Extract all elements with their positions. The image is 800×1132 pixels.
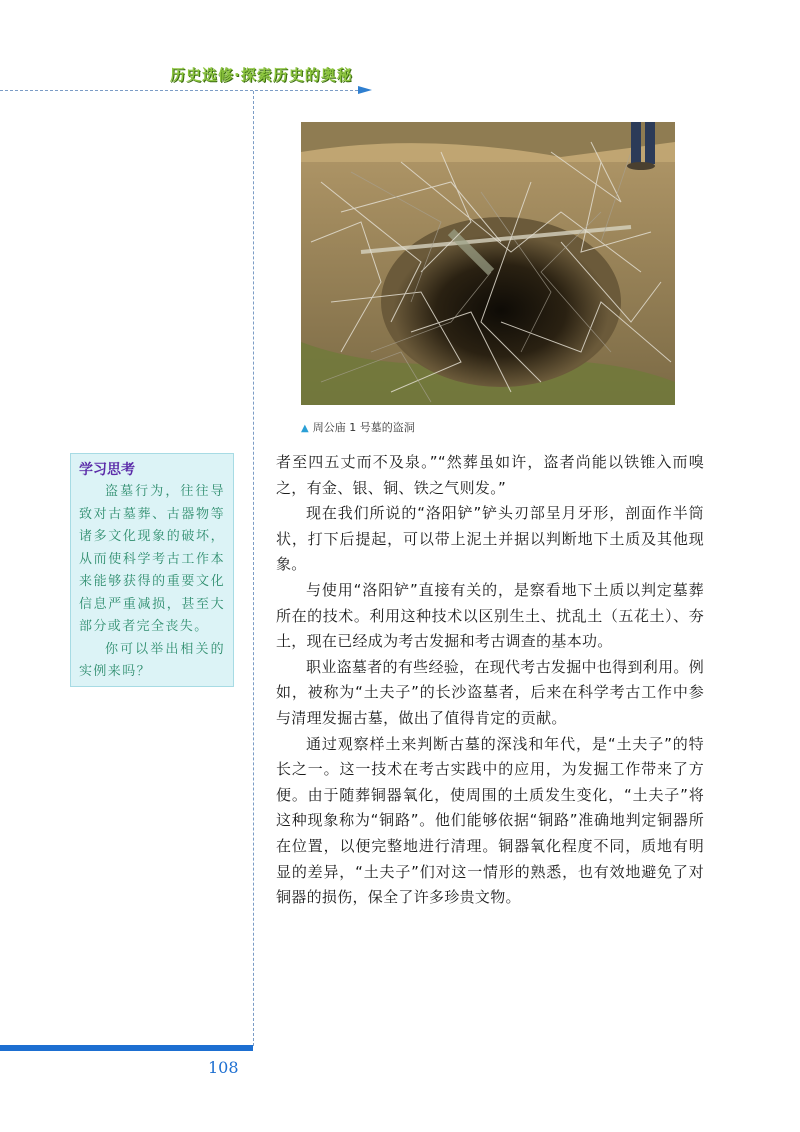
margin-divider: [253, 91, 254, 1046]
body-paragraph: 职业盗墓者的有些经验，在现代考古发掘中也得到利用。例如，被称为“土夫子”的长沙盗墓者，后来在科学考古工作中参与清理发掘古墓，做出了值得肯定的贡献。: [276, 657, 704, 727]
body-paragraph: 者至四五丈而不及泉。”“然葬虽如许，盗者尚能以铁锥入而嗅之，有金、银、铜、铁之气则发。”: [276, 453, 704, 497]
sidebar-title: 学习思考: [79, 462, 135, 478]
photo-icon: [301, 122, 675, 405]
header-arrow-icon: [358, 86, 372, 94]
body-paragraph: 现在我们所说的“洛阳铲”铲头刃部呈月牙形，剖面作半筒状，打下后提起，可以带上泥土并据以判断地下土质及其他现象。: [276, 504, 704, 574]
body-paragraph: 与使用“洛阳铲”直接有关的，是察看地下土质以判定墓葬所在的技术。利用这种技术以区别生土、扰乱土（五花土）、夯土，现在已经成为考古发掘和考古调查的基本功。: [276, 580, 704, 651]
main-text: [276, 450, 704, 911]
caption-text: 周公庙 1 号墓的盗洞: [312, 421, 415, 434]
tomb-photo: [301, 122, 675, 405]
sidebar-question: 你可以举出相关的实例来吗？: [79, 641, 225, 679]
page-number: 108: [208, 1058, 239, 1077]
study-sidebar: [70, 453, 234, 687]
body-paragraph: 通过观察样土来判断古墓的深浅和年代，是“土夫子”的特长之一。这一技术在考古实践中的应用，为发掘工作带来了方便。由于随葬铜器氧化，使周围的土质发生变化，“土夫子”将这种现象称为“铜路”。他们能够依据“铜路”准确地判定铜器所在位置，以便完整地进行清理。铜器氧化程度不同，质地有明显的差异，“土夫子”们对这一情形的熟悉，也有效地避免了对铜器的损伤，保全了许多珍贵文物。: [276, 734, 704, 907]
caption-triangle-icon: ▲: [301, 423, 309, 434]
photo-caption: [301, 419, 415, 435]
sidebar-paragraph: 盗墓行为，往往导致对古墓葬、古器物等诸多文化现象的破坏，从而使科学考古工作本来能够获得的重要文化信息严重减损，甚至大部分或者完全丧失。: [79, 484, 225, 634]
header-divider: [0, 90, 358, 91]
page-header-title: 历史选修·探索历史的奥秘: [170, 66, 353, 84]
footer-bar: [0, 1045, 253, 1051]
